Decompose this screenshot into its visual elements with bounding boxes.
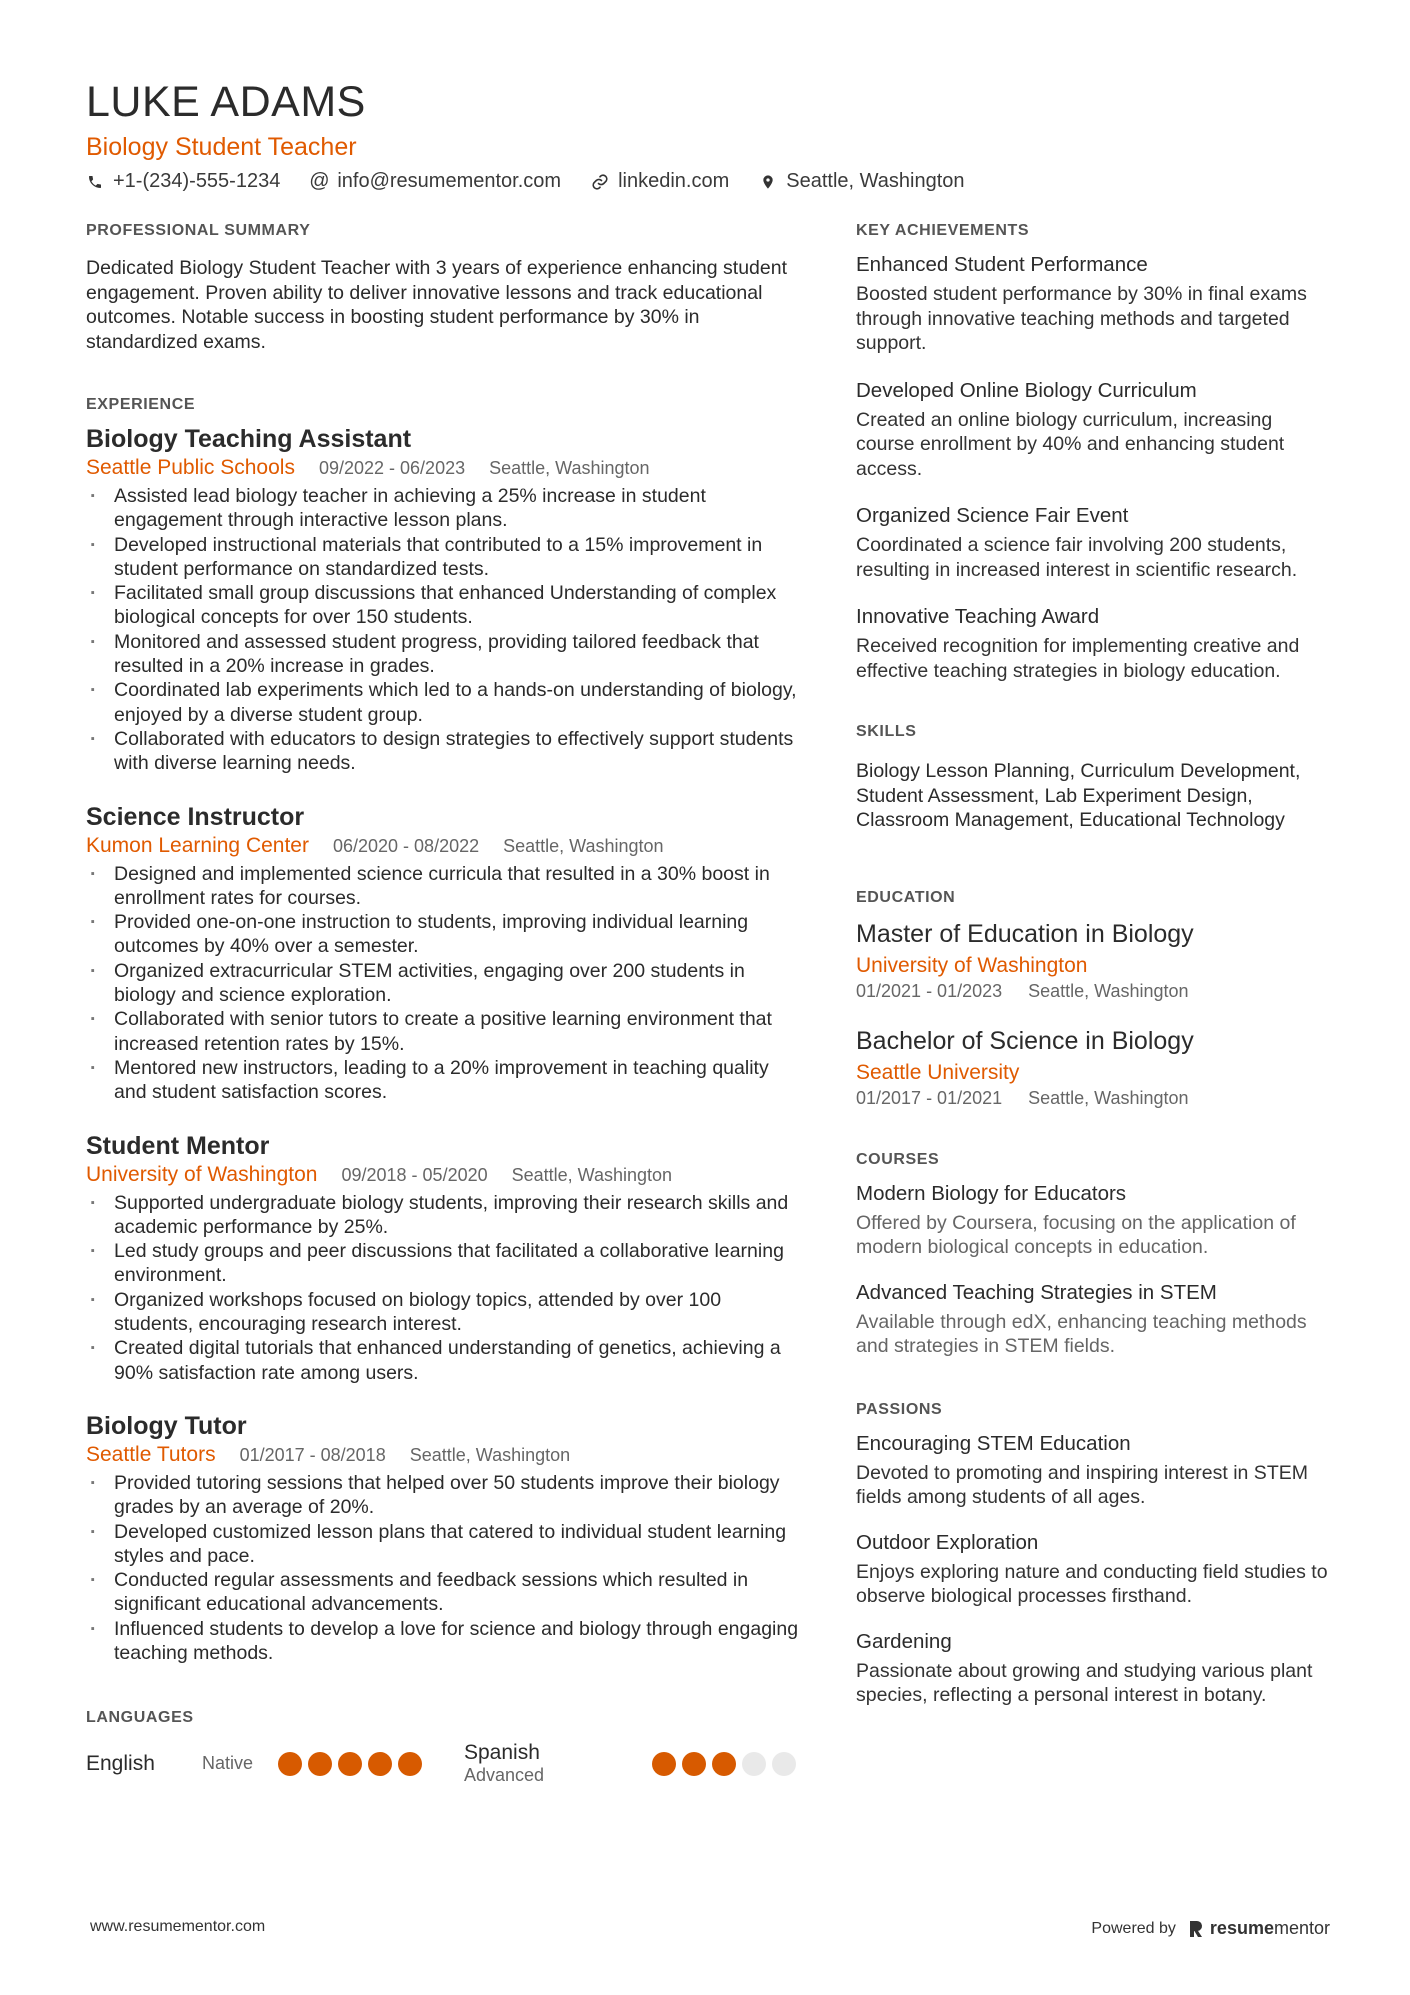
bullet-item: · Collaborated with educators to design strategies to effectively support students with diverse learning needs. <box>86 727 802 776</box>
job-bullets <box>86 862 802 1105</box>
achievement-item <box>856 252 1334 356</box>
brand-bold: resume <box>1209 1918 1274 1938</box>
location-pin-icon <box>759 173 777 191</box>
item-title: Enhanced Student Performance <box>856 253 1148 276</box>
item-title: Innovative Teaching Award <box>856 605 1100 628</box>
job-bullets <box>86 1191 802 1385</box>
resume-header <box>86 76 1326 193</box>
powered-by <box>1091 1918 1330 1939</box>
item-title: Advanced Teaching Strategies in STEM <box>856 1280 1217 1304</box>
job-dates: 09/2018 - 05/2020 <box>341 1164 488 1185</box>
rating-dot-filled <box>682 1752 706 1776</box>
rating-dot-filled <box>712 1752 736 1776</box>
degree-title: Bachelor of Science in Biology <box>856 1026 1194 1055</box>
bullet-item: · Supported undergraduate biology students, improving their research skills and academic performance by 25%. <box>86 1191 802 1240</box>
language-level: Advanced <box>464 1765 545 1786</box>
item-description: Passionate about growing and studying various plant species, reflecting a personal interest in botany. <box>856 1659 1313 1706</box>
education-heading: EDUCATION <box>856 888 956 906</box>
education-meta <box>856 1088 1334 1109</box>
job-location: Seattle, Washington <box>503 835 664 856</box>
school-name: University of Washington <box>856 953 1088 977</box>
item-title: Gardening <box>856 1629 952 1653</box>
job-location: Seattle, Washington <box>511 1164 673 1185</box>
job-location: Seattle, Washington <box>409 1444 571 1465</box>
education-dates: 01/2017 - 01/2021 <box>856 1087 1003 1108</box>
languages-section <box>86 1707 802 1786</box>
bullet-item: · Collaborated with senior tutors to create a positive learning environment that increased retention rates by 15%. <box>86 1007 802 1056</box>
item-title: Outdoor Exploration <box>856 1530 1039 1554</box>
achievement-list <box>856 252 1334 683</box>
education-dates: 01/2021 - 01/2023 <box>856 980 1003 1001</box>
rating-dot-filled <box>338 1752 362 1776</box>
job-location: Seattle, Washington <box>489 458 650 478</box>
company-name: Seattle Public Schools <box>86 456 295 479</box>
achievement-item <box>856 503 1334 582</box>
job-meta <box>86 1443 802 1467</box>
education-item <box>856 1026 1334 1109</box>
item-description: Offered by Coursera, focusing on the application of modern biological concepts in education. <box>856 1211 1296 1258</box>
rating-dot-filled <box>398 1752 422 1776</box>
bullet-item: · Developed instructional materials that contributed to a 15% improvement in student performance on standardized tests. <box>86 533 802 582</box>
at-icon: @ <box>309 170 330 192</box>
summary-section <box>86 220 802 354</box>
item-description: Coordinated a science fair involving 200 students, resulting in increased interest in scientific research. <box>856 534 1298 581</box>
company-name: University of Washington <box>86 1162 318 1186</box>
education-meta <box>856 981 1334 1002</box>
job-dates: 06/2020 - 08/2022 <box>332 835 480 856</box>
item-description: Boosted student performance by 30% in final exams through innovative teaching methods and targeted support. <box>856 283 1307 354</box>
contact-linkedin[interactable] <box>591 170 729 193</box>
experience-section <box>86 394 802 1665</box>
skills-text: Biology Lesson Planning, Curriculum Development, Student Assessment, Lab Experiment Design, Classroom Management, Educational Technology <box>856 760 1301 831</box>
contact-bar <box>86 170 1326 193</box>
job-entry <box>86 424 802 776</box>
job-dates: 01/2017 - 08/2018 <box>239 1444 386 1465</box>
rating-dot-filled <box>652 1752 676 1776</box>
job-dates: 09/2022 - 06/2023 <box>318 458 466 478</box>
bullet-item: · Organized extracurricular STEM activities, engaging over 200 students in biology and science exploration. <box>86 959 802 1008</box>
language-rating <box>278 1752 422 1776</box>
courses-section <box>856 1149 1334 1359</box>
language-rating <box>652 1752 796 1776</box>
skills-heading: SKILLS <box>856 723 917 740</box>
school-name: Seattle University <box>856 1060 1020 1084</box>
job-bullets <box>86 1471 802 1665</box>
brand-rest: mentor <box>1273 1918 1330 1938</box>
item-description: Received recognition for implementing creative and effective teaching strategies in biology education. <box>856 635 1300 682</box>
passions-heading: PASSIONS <box>856 1400 943 1418</box>
passion-list <box>856 1431 1334 1708</box>
bullet-item: · Led study groups and peer discussions that facilitated a collaborative learning environment. <box>86 1239 802 1288</box>
phone-icon <box>86 173 104 191</box>
contact-location <box>759 170 964 193</box>
item-description: Available through edX, enhancing teaching methods and strategies in STEM fields. <box>856 1310 1307 1357</box>
achievements-heading: KEY ACHIEVEMENTS <box>856 222 1030 239</box>
education-section <box>856 887 1334 1109</box>
bullet-item: · Mentored new instructors, leading to a 20% improvement in teaching quality and student satisfaction scores. <box>86 1056 802 1105</box>
bullet-item: · Provided one-on-one instruction to students, improving individual learning outcomes by 40% over a semester. <box>86 910 802 959</box>
company-name: Seattle Tutors <box>86 1442 216 1466</box>
language-english <box>86 1752 464 1776</box>
page-footer <box>90 1918 1330 1939</box>
language-level: Native <box>202 1753 254 1774</box>
phone-text: +1-(234)-555-1234 <box>113 170 281 192</box>
rating-dot-empty <box>772 1752 796 1776</box>
bullet-item: · Monitored and assessed student progress, providing tailored feedback that resulted in a 20% increase in grades. <box>86 630 802 679</box>
job-title: Biology Teaching Assistant <box>86 425 412 453</box>
job-bullets <box>86 484 802 776</box>
achievement-item <box>856 378 1334 482</box>
summary-heading: PROFESSIONAL SUMMARY <box>86 222 311 239</box>
course-list <box>856 1181 1334 1359</box>
item-description: Created an online biology curriculum, increasing course enrollment by 40% and enhancing student access. <box>856 408 1285 480</box>
language-name: English <box>86 1751 155 1775</box>
bullet-item: · Assisted lead biology teacher in achieving a 25% increase in student engagement through interactive lesson plans. <box>86 484 802 533</box>
footer-website[interactable]: www.resumementor.com <box>90 1918 266 1935</box>
bullet-item: · Organized workshops focused on biology topics, attended by over 100 students, encouraging research interest. <box>86 1288 802 1337</box>
brand-mark-icon <box>1188 1920 1204 1938</box>
passion-item <box>856 1530 1334 1609</box>
item-description: Enjoys exploring nature and conducting field studies to observe biological processes firsthand. <box>856 1560 1328 1607</box>
language-label-stack <box>464 1741 652 1786</box>
company-name: Kumon Learning Center <box>86 833 309 857</box>
achievements-section <box>856 220 1334 683</box>
passion-item <box>856 1431 1334 1510</box>
contact-phone <box>86 170 280 193</box>
bullet-item: · Coordinated lab experiments which led to a hands-on understanding of biology, enjoyed by a diverse student group. <box>86 678 802 727</box>
item-title: Developed Online Biology Curriculum <box>856 378 1197 402</box>
bullet-item: · Provided tutoring sessions that helped over 50 students improve their biology grades by an average of 20%. <box>86 1471 802 1520</box>
language-name: Spanish <box>464 1741 540 1765</box>
achievement-item <box>856 604 1334 683</box>
passions-section <box>856 1399 1334 1708</box>
rating-dot-filled <box>278 1752 302 1776</box>
course-item <box>856 1280 1334 1359</box>
job-title: Science Instructor <box>86 802 305 831</box>
bullet-item: · Developed customized lesson plans that catered to individual student learning styles and pace. <box>86 1520 802 1569</box>
bullet-item: · Conducted regular assessments and feedback sessions which resulted in significant educational advancements. <box>86 1568 802 1617</box>
job-meta <box>86 1163 802 1187</box>
right-column <box>856 220 1334 1708</box>
bullet-item: · Influenced students to develop a love for science and biology through engaging teaching methods. <box>86 1617 802 1666</box>
language-list <box>86 1741 802 1786</box>
language-spanish <box>464 1741 796 1786</box>
item-title: Organized Science Fair Event <box>856 504 1129 527</box>
experience-heading: EXPERIENCE <box>86 396 196 413</box>
job-entry <box>86 1131 802 1385</box>
bullet-item: · Facilitated small group discussions that enhanced Understanding of complex biological concepts for over 150 students. <box>86 581 802 630</box>
degree-title: Master of Education in Biology <box>856 919 1194 948</box>
contact-email[interactable] <box>310 170 561 193</box>
link-icon <box>591 173 609 191</box>
education-list <box>856 919 1334 1109</box>
rating-dot-filled <box>308 1752 332 1776</box>
education-location: Seattle, Washington <box>1028 980 1189 1001</box>
email-text[interactable]: info@resumementor.com <box>337 170 562 192</box>
rating-dot-empty <box>742 1752 766 1776</box>
linkedin-text[interactable]: linkedin.com <box>618 170 730 192</box>
job-list <box>86 424 802 1665</box>
courses-heading: COURSES <box>856 1150 940 1168</box>
job-title: Student Mentor <box>86 1131 270 1160</box>
languages-heading: LANGUAGES <box>86 1709 194 1727</box>
job-entry <box>86 802 802 1105</box>
powered-by-label: Powered by <box>1091 1919 1176 1937</box>
item-description: Devoted to promoting and inspiring interest in STEM fields among students of all ages. <box>856 1461 1308 1508</box>
candidate-role: Biology Student Teacher <box>86 133 357 161</box>
brand-logo[interactable] <box>1188 1918 1330 1939</box>
job-entry <box>86 1411 802 1665</box>
left-column <box>86 220 802 1786</box>
education-item <box>856 919 1334 1002</box>
passion-item <box>856 1629 1334 1708</box>
candidate-name: LUKE ADAMS <box>86 78 366 126</box>
item-title: Encouraging STEM Education <box>856 1431 1131 1455</box>
skills-section <box>856 721 1334 833</box>
job-meta <box>86 456 802 480</box>
education-location: Seattle, Washington <box>1028 1087 1189 1108</box>
course-item <box>856 1181 1334 1260</box>
bullet-item: · Created digital tutorials that enhanced understanding of genetics, achieving a 90% satisfaction rate among users. <box>86 1336 802 1385</box>
location-text: Seattle, Washington <box>786 170 965 192</box>
bullet-item: · Designed and implemented science curricula that resulted in a 30% boost in enrollment rates for courses. <box>86 862 802 911</box>
rating-dot-filled <box>368 1752 392 1776</box>
item-title: Modern Biology for Educators <box>856 1181 1127 1205</box>
summary-text: Dedicated Biology Student Teacher with 3 years of experience enhancing student engagement. Proven ability to deliver innovative lessons and track educational outcomes. Notable success in boosting student performance by 30% in standardized exams. <box>86 257 788 353</box>
job-title: Biology Tutor <box>86 1411 247 1440</box>
job-meta <box>86 834 802 858</box>
